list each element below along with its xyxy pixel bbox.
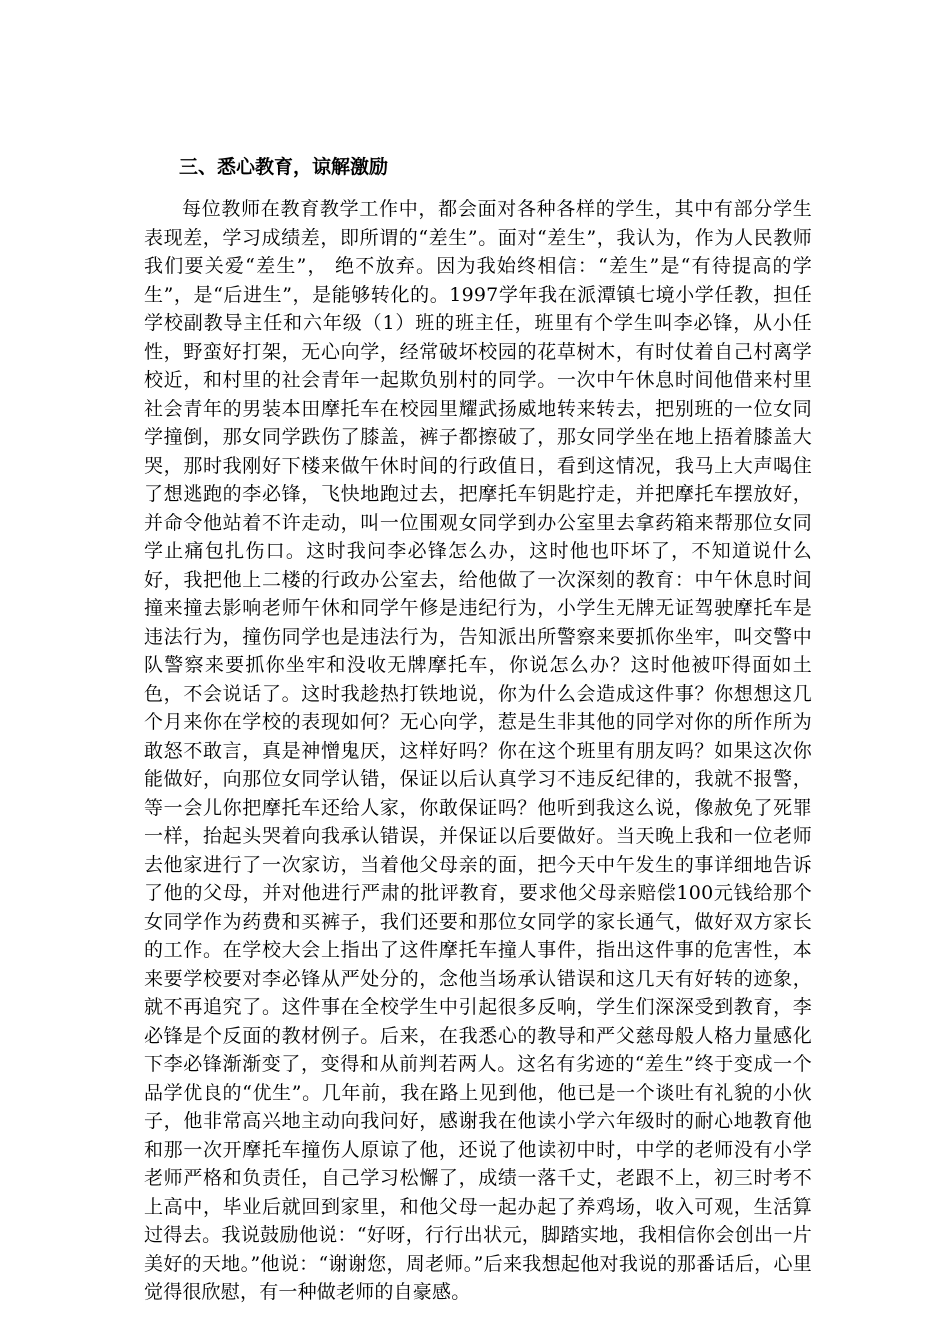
section-heading: 三、悉心教育，谅解激励	[179, 156, 389, 178]
body-paragraph: 每位教师在教育教学工作中，都会面对各种各样的学生，其中有部分学生表现差，学习成绩差，即所谓的“差生”。面对“差生”，我认为，作为人民教师我们要关爱“差生”， 绝不放弃。因为我始终相信：“差生”是“有待提高的学生”，是“后进生”，是能够转化的。1997学年我在派潭镇七境小学任教，担任学校副教导主任和六年级（1）班的班主任，班里有个学生叫李必锋，从小任性，野蛮好打架，无心向学，经常破坏校园的花草树木，有时仗着自己村离学校近，和村里的社会青年一起欺负别村的同学。一次中午休息时间他借来村里社会青年的男装本田摩托车在校园里耀武扬威地转来转去，把别班的一位女同学撞倒，那女同学跌伤了膝盖，裤子都擦破了，那女同学坐在地上捂着膝盖大哭，那时我刚好下楼来做午休时间的行政值日，看到这情况，我马上大声喝住了想逃跑的李必锋，飞快地跑过去，把摩托车钥匙拧走，并把摩托车摆放好，并命令他站着不许走动，叫一位围观女同学到办公室里去拿药箱来帮那位女同学止痛包扎伤口。这时我问李必锋怎么办，这时他也吓坏了，不知道说什么好，我把他上二楼的行政办公室去，给他做了一次深刻的教育：中午休息时间撞来撞去影响老师午休和同学午修是违纪行为，小学生无牌无证驾驶摩托车是违法行为，撞伤同学也是违法行为，告知派出所警察来要抓你坐牢，叫交警中队警察来要抓你坐牢和没收无牌摩托车，你说怎么办？这时他被吓得面如土色，不会说话了。这时我趁热打铁地说，你为什么会造成这件事？你想想这几个月来你在学校的表现如何？无心向学，惹是生非其他的同学对你的所作所为敢怒不敢言，真是神憎鬼厌，这样好吗？你在这个班里有朋友吗？如果这次你能做好，向那位女同学认错，保证以后认真学习不违反纪律的，我就不报警，等一会儿你把摩托车还给人家，你敢保证吗？他听到我这么说，像赦免了死罪一样，抬起头哭着向我承认错误，并保证以后要做好。当天晚上我和一位老师去他家进行了一次家访，当着他父母亲的面，把今天中午发生的事详细地告诉了他的父母，并对他进行严肃的批评教育，要求他父母亲赔偿100元钱给那个女同学作为药费和买裤子，我们还要和那位女同学的家长通气，做好双方家长的工作。在学校大会上指出了这件摩托车撞人事件，指出这件事的危害性，本来要学校要对李必锋从严处分的，念他当场承认错误和这几天有好转的迹象，就不再追究了。这件事在全校学生中引起很多反响，学生们深深受到教育，李必锋是个反面的教材例子。后来，在我悉心的教导和严父慈母般人格力量感化下李必锋渐渐变了，变得和从前判若两人。这名有劣迹的“差生”终于变成一个品学优良的“优生”。几年前，我在路上见到他，他已是一个谈吐有礼貌的小伙子，他非常高兴地主动向我问好，感谢我在他读小学六年级时的耐心地教育他和那一次开摩托车撞伤人原谅了他，还说了他读初中时，中学的老师没有小学老师严格和负责任，自己学习松懈了，成绩一落千丈，老跟不上，初三时考不上高中，毕业后就回到家里，和他父母一起办起了养鸡场，收入可观，生活算过得去。我说鼓励他说：“好呀，行行出状元，脚踏实地，我相信你会创出一片美好的天地。”他说：“谢谢您，周老师。”后来我想起他对我说的那番话后，心里觉得很欣慰，有一种做老师的自豪感。	[144, 198, 812, 1303]
